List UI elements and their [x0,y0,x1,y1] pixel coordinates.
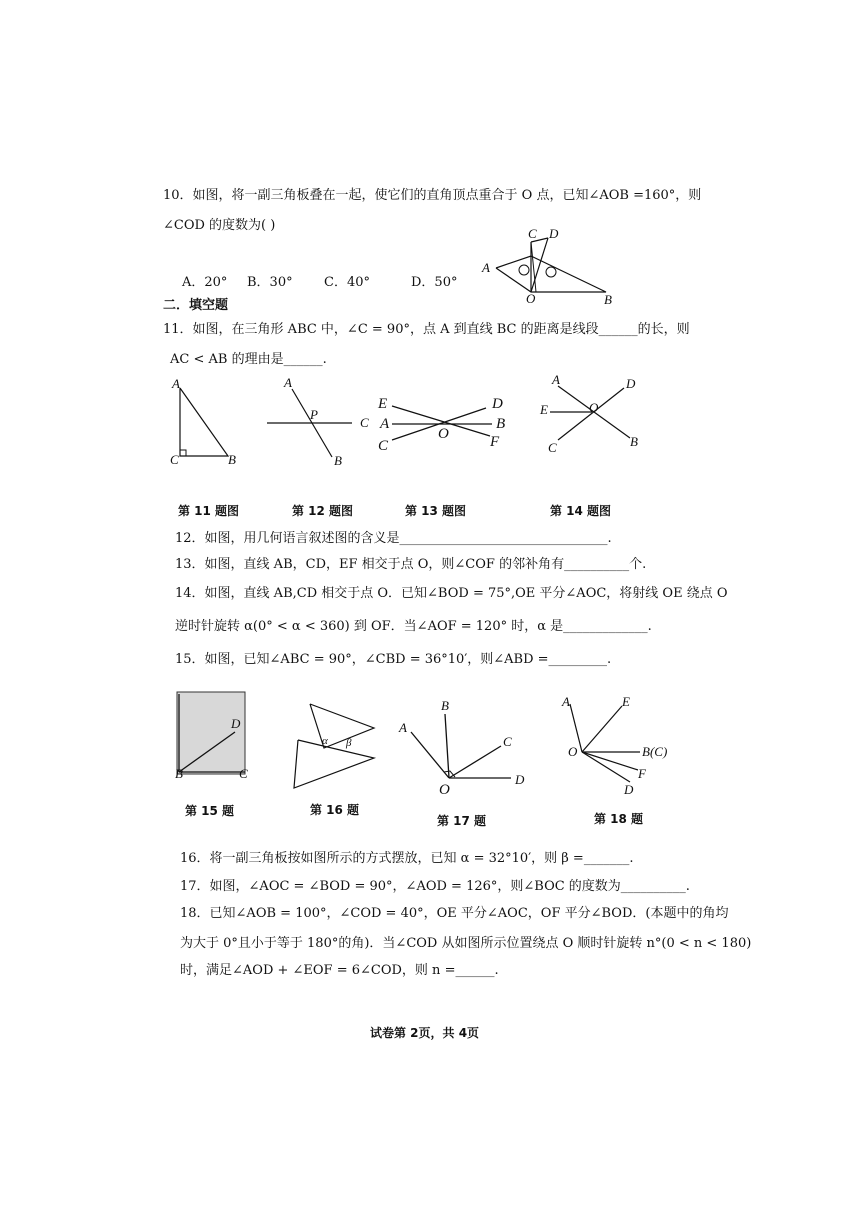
caption-fig13: 第 13 题图 [405,504,467,518]
q12: 12．如图，用几何语言叙述图的含义是________________________________. [175,531,612,546]
fig13-label-a: A [380,416,390,432]
q10-label-b: B [604,292,612,307]
fig14-label-e: E [540,402,548,417]
q18-line3: 时，满足∠AOD + ∠EOF = 6∠COD，则 n =______. [180,963,499,978]
caption-fig17: 第 17 题 [437,814,487,828]
fig18-label-d: D [624,782,634,797]
fig11-label-b: B [228,452,236,467]
q10-option-d: D．50° [411,275,458,290]
q18-line2: 为大于 0°且小于等于 180°的角)．当∠COD 从如图所示位置绕点 O 顺时针旋转 n°(0 < n < 180) [180,936,752,951]
caption-fig14: 第 14 题图 [550,504,612,518]
caption-fig15: 第 15 题 [185,804,235,818]
fig17-label-b: B [441,698,449,713]
fig15 [175,690,250,780]
fig15-label-d: D [231,716,241,731]
fig13-label-e: E [378,396,388,412]
fig16-label-alpha: α [322,735,328,747]
q17: 17．如图，∠AOC = ∠BOD = 90°，∠AOD = 126°，则∠BOC 的度数为__________. [180,879,690,894]
fig18-label-f: F [638,766,646,781]
fig14-label-c: C [548,440,557,455]
fig15-label-b: B [175,766,183,781]
fig11-label-a: A [172,376,180,391]
fig17-label-a: A [399,720,407,735]
q10-label-a: A [482,260,490,275]
fig17-label-o: O [439,782,450,798]
fig13-label-b: B [496,416,506,432]
fig13-label-f: F [490,434,500,450]
q15: 15．如图，已知∠ABC = 90°，∠CBD = 36°10′，则∠ABD =_________. [175,652,612,667]
fig11 [168,378,243,470]
q13: 13．如图，直线 AB，CD，EF 相交于点 O，则∠COF 的邻补角有__________个. [175,557,647,572]
fig11-label-c: C [170,452,179,467]
caption-fig11: 第 11 题图 [178,504,240,518]
fig17-label-c: C [503,734,512,749]
fig15-label-c: C [239,766,248,781]
fig14-label-o: O [589,400,599,415]
fig17 [395,698,535,798]
caption-fig12: 第 12 题图 [292,504,354,518]
fig12 [262,375,377,467]
q10-label-d: D [549,226,559,241]
q10-option-a: A．20° [182,275,228,290]
q10-figure [478,226,618,308]
q10-option-b: B．30° [247,275,293,290]
fig14-label-b: B [630,434,638,449]
fig12-label-p: P [310,407,318,422]
caption-fig18: 第 18 题 [594,812,644,826]
q10-label-o: O [526,291,536,306]
fig14-label-d: D [626,376,636,391]
fig16-label-beta: β [346,737,352,749]
fig17-label-d: D [515,772,525,787]
fig18-label-e: E [622,694,630,709]
page-footer: 试卷第 2页，共 4页 [370,1026,480,1040]
q14-line1: 14．如图，直线 AB,CD 相交于点 O．已知∠BOD = 75°,OE 平分∠AOC，将射线 OE 绕点 O [175,586,728,601]
caption-fig16: 第 16 题 [310,803,360,817]
fig12-label-c: C [360,415,369,430]
q10-line1: 10．如图，将一副三角板叠在一起，使它们的直角顶点重合于 O 点，已知∠AOB =160°，则 [163,188,702,203]
fig13-label-o: O [438,426,449,442]
q16: 16．将一副三角板按如图所示的方式摆放，已知 α = 32°10′，则 β =_______. [180,851,634,866]
fig16 [288,700,383,792]
fig14-label-a: A [552,372,560,387]
section-heading: 二．填空题 [163,298,229,313]
q14-line2: 逆时针旋转 α(0° < α < 360) 到 OF．当∠AOF = 120° 时，α 是_____________. [175,619,652,634]
fig13-label-c: C [378,438,389,454]
fig18-label-bc: B(C) [642,744,668,759]
q11-line2: AC < AB 的理由是______. [170,352,327,367]
q10-label-c: C [528,226,537,241]
fig13 [374,390,514,460]
fig18-label-o: O [568,744,578,759]
q11-line1: 11．如图，在三角形 ABC 中，∠C = 90°，点 A 到直线 BC 的距离是线段______的长，则 [163,322,690,337]
fig13-label-d: D [492,396,503,412]
fig12-label-a: A [284,375,292,390]
q10-option-c: C．40° [324,275,370,290]
fig14 [538,374,650,460]
fig18-label-a: A [562,694,570,709]
fig12-label-b: B [334,453,342,468]
fig18 [560,694,685,798]
q10-line2: ∠COD 的度数为( ) [163,218,276,233]
q18-line1: 18．已知∠AOB = 100°，∠COD = 40°，OE 平分∠AOC，OF 平分∠BOD．(本题中的角均 [180,906,729,921]
